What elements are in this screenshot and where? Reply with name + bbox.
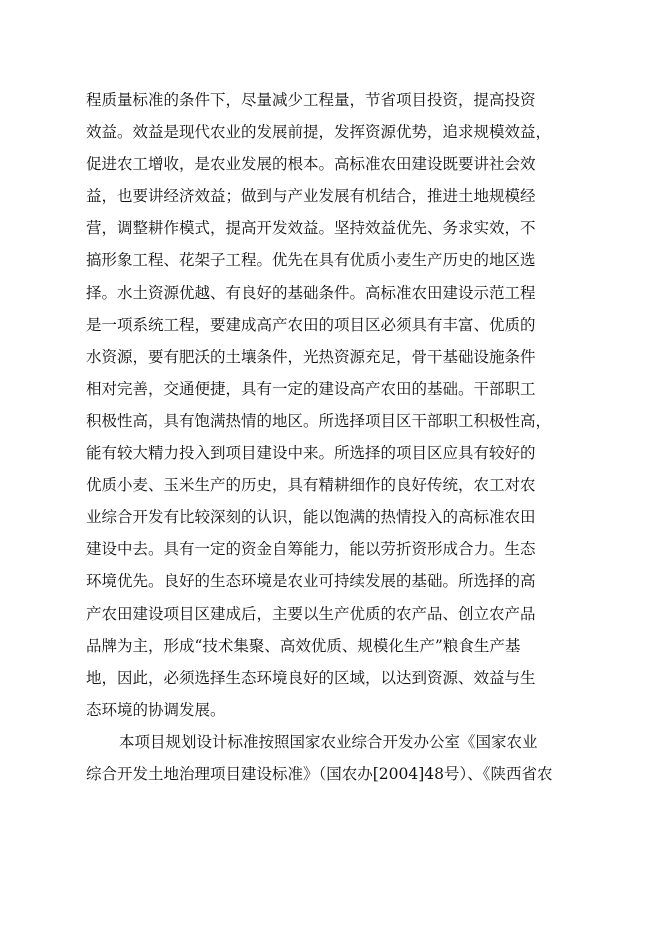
text-line: 积极性高，具有饱满热情的地区。所选择项目区干部职工积极性高， bbox=[86, 411, 552, 430]
text-line: 优质小麦、玉米生产的历史，具有精耕细作的良好传统，农工对农 bbox=[86, 476, 536, 495]
text-line: 地，因此，必须选择生态环境良好的区域，以达到资源、效益与生 bbox=[86, 668, 536, 687]
text-line: 业综合开发有比较深刻的认识，能以饱满的热情投入的高标准农田 bbox=[86, 508, 536, 527]
text-line: 是一项系统工程，要建成高产农田的项目区必须具有丰富、优质的 bbox=[86, 315, 536, 334]
text-line: 建设中去。具有一定的资金自筹能力，能以劳折资形成合力。生态 bbox=[86, 540, 536, 559]
text-line: 态环境的协调发展。 bbox=[86, 700, 226, 719]
text-line: 促进农工增收，是农业发展的根本。高标准农田建设既要讲社会效 bbox=[86, 155, 536, 174]
text-line: 营，调整耕作模式，提高开发效益。坚持效益优先、务求实效，不 bbox=[86, 219, 536, 238]
body-text bbox=[86, 84, 586, 790]
text-line: 搞形象工程、花架子工程。优先在具有优质小麦生产历史的地区选 bbox=[86, 251, 536, 270]
text-line: 程质量标准的条件下，尽量减少工程量，节省项目投资，提高投资 bbox=[86, 91, 536, 109]
text-line: 产农田建设项目区建成后，主要以生产优质的农产品、创立农产品 bbox=[86, 604, 536, 623]
text-line: 相对完善，交通便捷，具有一定的建设高产农田的基础。干部职工 bbox=[86, 379, 536, 398]
text-line: 水资源，要有肥沃的土壤条件，光热资源充足，骨干基础设施条件 bbox=[86, 347, 536, 366]
text-line: 益，也要讲经济效益；做到与产业发展有机结合，推进土地规模经 bbox=[86, 187, 536, 206]
text-line: 效益。效益是现代农业的发展前提，发挥资源优势，追求规模效益， bbox=[86, 123, 552, 142]
text-line: 环境优先。良好的生态环境是农业可持续发展的基础。所选择的高 bbox=[86, 572, 536, 591]
text-line: 综合开发土地治理项目建设标准》（国农办[2004]48号）、《陕西省农 bbox=[86, 764, 553, 783]
text-line: 择。水土资源优越、有良好的基础条件。高标准农田建设示范工程 bbox=[86, 283, 536, 302]
text-line: 品牌为主，形成“技术集聚、高效优质、规模化生产”粮食生产基 bbox=[86, 636, 521, 655]
paragraph-start-line: 本项目规划设计标准按照国家农业综合开发办公室《国家农业 bbox=[119, 732, 538, 751]
text-line: 能有较大精力投入到项目建设中来。所选择的项目区应具有较好的 bbox=[86, 444, 536, 463]
